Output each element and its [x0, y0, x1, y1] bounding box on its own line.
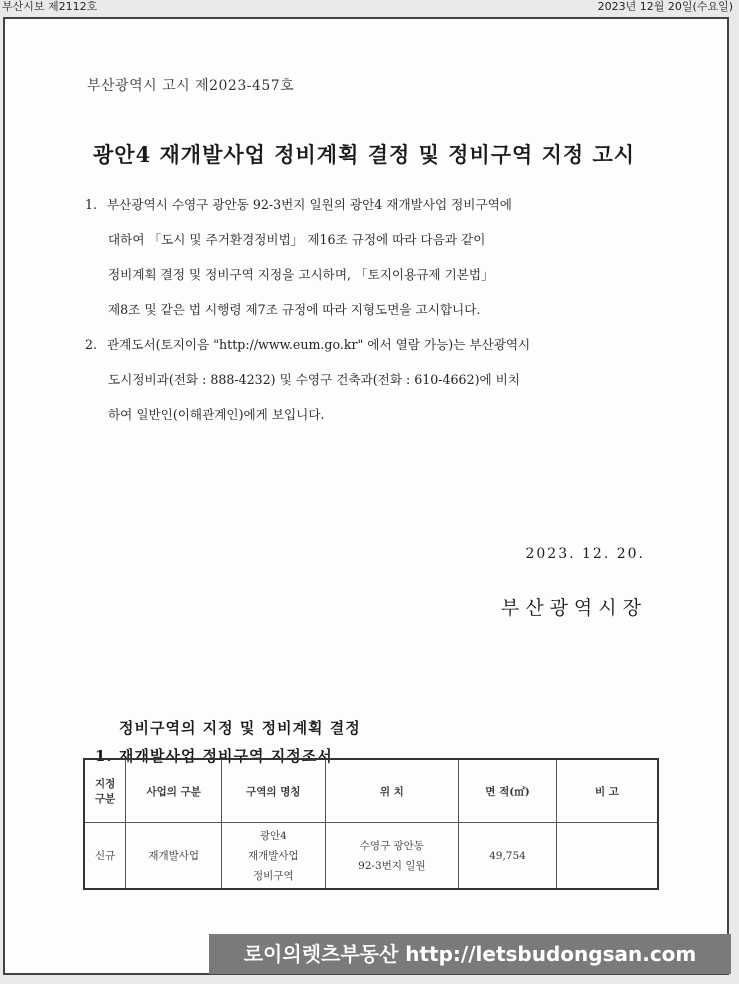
table-header-cell: 사업의 구분 [126, 759, 222, 823]
section-subtitle: 1. 재개발사업 정비구역 지정조서 [95, 747, 333, 765]
signatory: 부산광역시장 [500, 597, 647, 619]
paragraph-line: 부산광역시 수영구 광안동 92-3번지 일원의 광안4 재개발사업 정비구역에 [107, 197, 512, 212]
watermark-banner: 로이의렛츠부동산 http://letsbudongsan.com [209, 934, 731, 974]
table-header-cell: 구역의 명칭 [222, 759, 326, 823]
sign-date: 2023. 12. 20. [525, 546, 645, 562]
table-row [84, 823, 658, 890]
section-title: 정비구역의 지정 및 정비계획 결정 [119, 719, 361, 737]
paragraph-number: 1. [85, 197, 98, 212]
gazette-date: 2023년 12월 20일(수요일) [597, 0, 733, 13]
paragraph-line: 제8조 및 같은 법 시행령 제7조 규정에 따라 지형도면을 고시합니다. [108, 302, 481, 317]
table-header-cell: 면 적(㎡) [459, 759, 557, 823]
table-cell: 재개발사업 [126, 823, 222, 890]
table-cell: 신규 [84, 823, 126, 890]
paragraph-number: 2. [85, 337, 98, 352]
paragraph-line: 도시정비과(전화 : 888-4232) 및 수영구 건축과(전화 : 610-4662)에 비치 [108, 372, 520, 387]
table-cell: 49,754 [459, 823, 557, 890]
table-header-cell: 위 치 [325, 759, 459, 823]
gazette-header [0, 0, 739, 16]
notice-paragraph-2 [85, 327, 530, 432]
notice-number: 부산광역시 고시 제2023-457호 [87, 78, 295, 94]
notice-title: 광안4 재개발사업 정비계획 결정 및 정비구역 지정 고시 [93, 142, 636, 167]
table-header-cell: 비 고 [556, 759, 658, 823]
paragraph-line: 하여 일반인(이해관계인)에게 보입니다. [108, 407, 325, 422]
gazette-number: 부산시보 제2112호 [2, 0, 98, 13]
table-cell [556, 823, 658, 890]
designation-table [83, 758, 659, 890]
table-header-row [84, 759, 658, 823]
paragraph-line: 대하여 「도시 및 주거환경정비법」 제16조 규정에 따라 다음과 같이 [108, 232, 486, 247]
table-cell: 수영구 광안동 92-3번지 일원 [325, 823, 459, 890]
table-header-cell: 지정 구분 [84, 759, 126, 823]
paragraph-line: 관계도서(토지이음 "http://www.eum.go.kr" 에서 열람 가능)는 부산광역시 [107, 337, 531, 352]
table-cell: 광안4 재개발사업 정비구역 [222, 823, 326, 890]
notice-paragraph-1 [85, 187, 512, 327]
paragraph-line: 정비계획 결정 및 정비구역 지정을 고시하며, 「토지이용규제 기본법」 [108, 267, 494, 282]
